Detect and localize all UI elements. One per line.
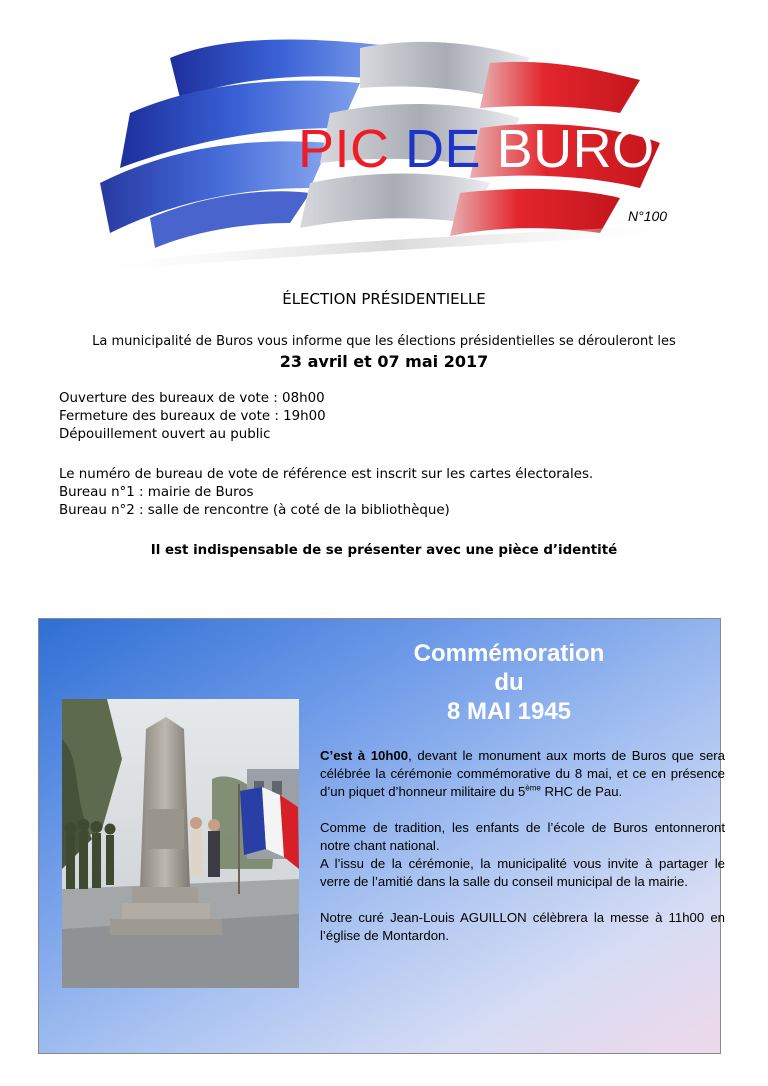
title-part-pic: PIC [298,119,390,179]
election-intro: La municipalité de Buros vous informe que les élections présidentielles se dérouleront les [92,334,676,349]
id-required-notice: Il est indispensable de se présenter avec une pièce d’identité [150,543,618,558]
ordinal-suffix: ème [525,783,541,793]
bureau-reference-note: Le numéro de bureau de vote de référence est inscrit sur les cartes électorales. [59,467,594,482]
election-heading: ÉLECTION PRÉSIDENTIELLE [282,290,486,308]
reception-note: A l’issu de la cérémonie, la municipalité vous invite à partager le verre de l’amitié dans la salle du conseil municipal de la mairie. [320,856,725,889]
header-banner [60,18,710,278]
polling-stations [59,466,593,520]
bureau-1: Bureau n°1 : mairie de Buros [59,485,254,500]
ceremony-description: , devant le monument aux morts de Buros que sera célébrée la cérémonie commémorative du 8 mai, et ce en présence d’un piquet d’honneur militaire du 5 [320,748,725,799]
commemoration-title [339,639,679,726]
opening-time: Ouverture des bureaux de vote : 08h00 [59,391,325,406]
title-part-buros: BUROS [496,119,692,179]
ceremony-regiment: RHC de Pau. [540,784,623,799]
war-memorial-photo-icon [62,699,299,988]
newsletter-title [298,118,691,180]
election-dates: 23 avril et 07 mai 2017 [279,352,489,371]
closing-time: Fermeture des bureaux de vote : 19h00 [59,409,326,424]
children-anthem-note: Comme de tradition, les enfants de l’école de Buros entonneront notre chant national. [320,820,725,853]
commemoration-title-line: du [494,669,524,696]
election-section [0,290,768,558]
mass-note: Notre curé Jean-Louis AGUILLON célèbrera la messe à 11h00 en l’église de Montardon. [320,910,725,943]
bureau-2: Bureau n°2 : salle de rencontre (à coté de la bibliothèque) [59,503,450,518]
issue-number: N°100 [628,208,668,224]
commemoration-text [320,747,725,963]
war-memorial-photo [62,699,299,988]
ceremony-time: C’est à 10h00 [320,748,409,763]
commemoration-title-line: Commémoration [413,640,605,667]
polling-hours [59,390,326,444]
commemoration-title-line: 8 MAI 1945 [446,698,572,725]
title-part-de: DE [405,119,482,179]
commemoration-box [38,618,725,1054]
counting-note: Dépouillement ouvert au public [59,427,271,442]
